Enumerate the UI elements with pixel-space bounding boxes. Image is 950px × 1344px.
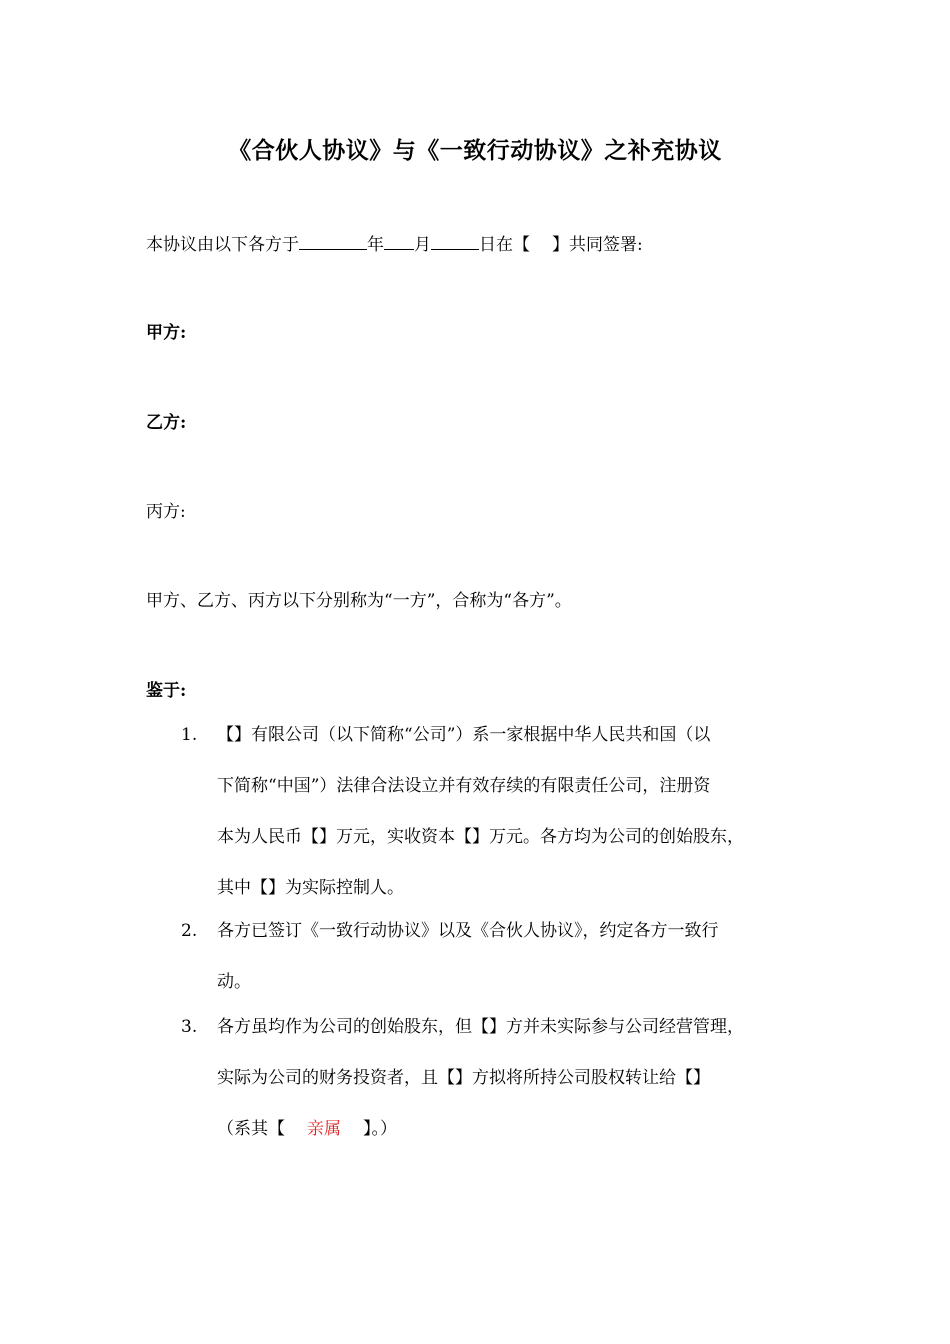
- list-item-line: 本为人民币【】万元，实收资本【】万元。各方均为公司的创始股东，: [217, 827, 744, 847]
- party-c-label: 丙方:: [146, 502, 186, 522]
- party-a-label: 甲方:: [146, 323, 187, 343]
- signing-intro: [146, 231, 643, 257]
- naming-sentence: 甲方、乙方、丙方以下分别称为“一方”，合称为“各方”。: [146, 591, 572, 611]
- month-blank[interactable]: [384, 231, 414, 250]
- list-item-line: 各方已签订《一致行动协议》以及《合伙人协议》，约定各方一致行: [217, 921, 719, 941]
- intro-month: 月: [414, 235, 431, 255]
- day-blank[interactable]: [431, 231, 479, 250]
- list-item-line: 【】有限公司（以下简称“公司”）系一家根据中华人民共和国（以: [217, 725, 711, 745]
- party-b-label: 乙方:: [146, 413, 187, 433]
- intro-day: 日在【: [479, 235, 530, 255]
- year-blank[interactable]: [299, 231, 367, 250]
- relation-suffix: 】。）: [363, 1119, 397, 1139]
- list-item-line: 动。: [217, 972, 251, 992]
- intro-year: 年: [367, 235, 384, 255]
- document-title: 《合伙人协议》与《一致行动协议》之补充协议: [228, 137, 722, 164]
- list-item-line: 其中【】为实际控制人。: [217, 878, 404, 898]
- list-item-number: 2.: [181, 921, 198, 941]
- whereas-label: 鉴于:: [146, 681, 187, 701]
- intro-text-1: 本协议由以下各方于: [146, 235, 299, 255]
- intro-text-2: 】共同签署:: [552, 235, 643, 255]
- list-item-line: 实际为公司的财务投资者，且【】方拟将所持公司股权转让给【】: [217, 1068, 710, 1088]
- list-item-line: 下简称“中国”）法律合法设立并有效存续的有限责任公司，注册资: [217, 776, 711, 796]
- relation-line: [217, 1117, 397, 1141]
- list-item-line: 各方虽均作为公司的创始股东，但【】方并未实际参与公司经营管理，: [217, 1017, 744, 1037]
- relation-highlight: 亲属: [307, 1119, 341, 1139]
- relation-prefix: （系其【: [217, 1119, 285, 1139]
- list-item-number: 3.: [181, 1017, 198, 1037]
- list-item-number: 1.: [181, 725, 198, 745]
